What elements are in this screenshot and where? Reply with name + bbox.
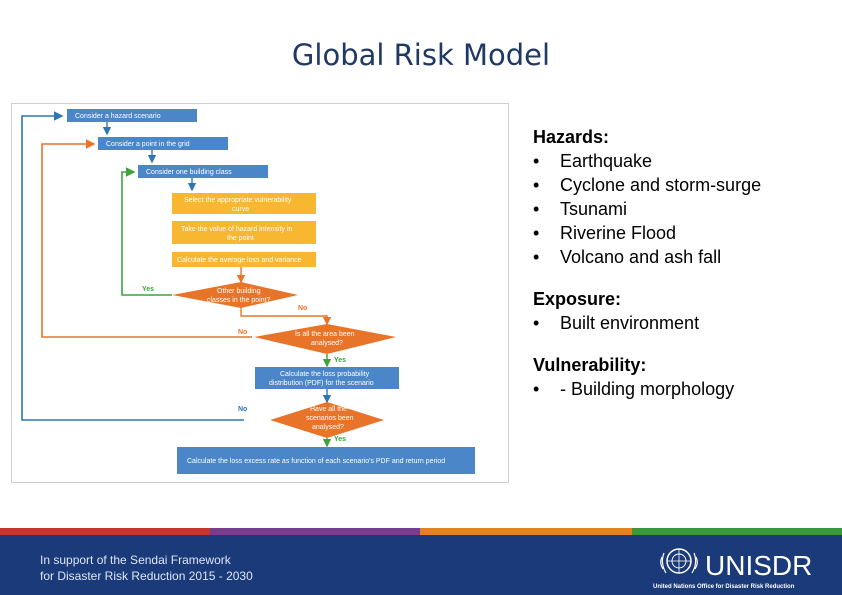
flow-arrow: [241, 308, 327, 324]
brand-name: UNISDR: [705, 550, 813, 581]
list-item-text: Built environment: [560, 313, 700, 333]
info-panel: [533, 125, 833, 419]
flowchart-canvas: [12, 104, 510, 484]
section-exposure: [533, 287, 833, 335]
color-strip-green: [632, 528, 842, 535]
list-item-text: Riverine Flood: [560, 223, 677, 243]
label-no-classes: No: [298, 305, 308, 312]
label-yes-scenarios: Yes: [334, 436, 347, 443]
decision-building-classes-text-1: Other building: [217, 288, 261, 295]
list-item: [533, 311, 833, 335]
list-item-text: Volcano and ash fall: [560, 247, 722, 267]
decision-area-analysed-text-2: analysed?: [311, 340, 343, 347]
color-strip-purple: [210, 528, 420, 535]
section-hazards: [533, 125, 833, 269]
box-loss-pdf-text-2: distribution (PDF) for the scenario: [269, 380, 374, 387]
box-hazard-intensity-text-2: the point: [227, 235, 254, 242]
decision-scenarios-analysed-text-1: Have all the: [310, 406, 347, 413]
box-hazard-intensity-text-1: Take the value of hazard intensity in: [181, 226, 293, 233]
bullet: •: [533, 151, 540, 171]
list-item: [533, 173, 833, 197]
loop-arrow-classes: [122, 172, 172, 295]
list-item-text: Tsunami: [560, 199, 628, 219]
box-loss-excess-rate-text: Calculate the loss excess rate as function of each scenario's PDF and return period: [187, 458, 446, 465]
color-strip-red: [0, 528, 210, 535]
color-strip-orange: [420, 528, 632, 535]
box-hazard-scenario-text: Consider a hazard scenario: [75, 113, 161, 120]
section-heading: Exposure:: [533, 289, 622, 309]
label-no-area: No: [238, 329, 248, 336]
decision-building-classes: [172, 282, 298, 308]
bullet: •: [533, 379, 540, 399]
label-no-scenarios: No: [238, 406, 248, 413]
flowchart: [11, 103, 509, 483]
decision-scenarios-analysed-text-3: analysed?: [312, 424, 344, 431]
footer-tagline: [40, 552, 253, 584]
decision-building-classes-text-2: classes in the point?: [207, 297, 271, 304]
loop-arrow-scenarios: [22, 116, 244, 420]
footer-line-1: In support of the Sendai Framework: [40, 553, 231, 567]
list-item-text: Cyclone and storm-surge: [560, 175, 762, 195]
list-item-text: - Building morphology: [560, 379, 735, 399]
un-emblem-icon: [654, 541, 704, 583]
box-vulnerability-curve-text-1: Select the appropriate vulnerability: [184, 197, 292, 204]
list-item: [533, 221, 833, 245]
box-loss-pdf-text-1: Calculate the loss probability: [280, 371, 370, 378]
list-item: [533, 149, 833, 173]
bullet: •: [533, 223, 540, 243]
list-item: [533, 245, 833, 269]
bullet: •: [533, 247, 540, 267]
label-yes-classes: Yes: [142, 286, 155, 293]
section-heading: Vulnerability:: [533, 355, 647, 375]
box-building-class-text: Consider one building class: [146, 169, 232, 176]
list-item-text: Earthquake: [560, 151, 653, 171]
list-item: [533, 197, 833, 221]
bullet: •: [533, 175, 540, 195]
box-average-loss-text: Calculate the average loss and variance: [177, 257, 302, 264]
bullet: •: [533, 313, 540, 333]
label-yes-area: Yes: [334, 357, 347, 364]
list-item: [533, 377, 833, 401]
box-vulnerability-curve-text-2: curve: [232, 206, 250, 213]
section-vulnerability: [533, 353, 833, 401]
brand-subtitle: United Nations Office for Disaster Risk Reduction: [653, 584, 795, 590]
section-heading: Hazards:: [533, 127, 610, 147]
decision-area-analysed-text-1: Is all the area been: [295, 331, 355, 338]
decision-area-analysed: [254, 324, 396, 354]
decision-scenarios-analysed-text-2: scenarios been: [306, 415, 354, 422]
footer-line-2: for Disaster Risk Reduction 2015 - 2030: [40, 569, 253, 583]
bullet: •: [533, 199, 540, 219]
slide-title: Global Risk Model: [291, 38, 551, 72]
box-grid-point-text: Consider a point in the grid: [106, 141, 190, 148]
